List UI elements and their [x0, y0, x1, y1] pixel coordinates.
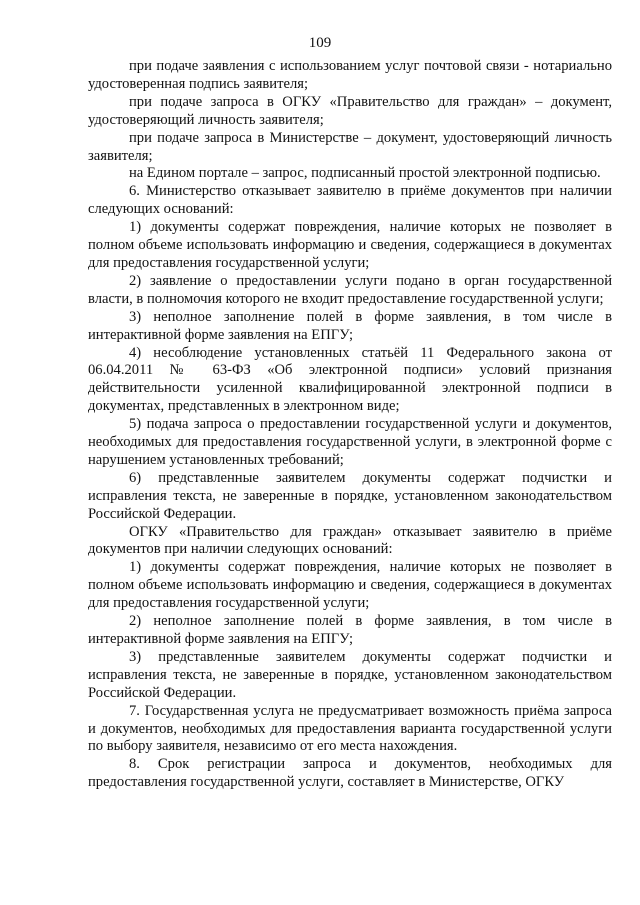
paragraph-ministry-ground-3: 3) неполное заполнение полей в форме заявления, в том числе в интерактивной форме заявления на ЕПГУ;	[88, 308, 612, 343]
document-body	[88, 58, 612, 792]
paragraph-ogku-ground-2: 2) неполное заполнение полей в форме заявления, в том числе в интерактивной форме заявления на ЕПГУ;	[88, 613, 612, 647]
paragraph-ministry-ground-2: 2) заявление о предоставлении услуги подано в орган государственной власти, в полномочия которого не входит предоставление государственной услуги;	[88, 272, 612, 307]
paragraph-ministry-identity: при подаче запроса в Министерстве – документ, удостоверяющий личность заявителя;	[88, 129, 612, 164]
paragraph-section-7: 7. Государственная услуга не предусматривает возможность приёма запроса и документов, необходимых для предоставления варианта государственной услуги по выбору заявителя, независимо от его места нахождения.	[88, 702, 612, 755]
paragraph-ministry-ground-6: 6) представленные заявителем документы содержат подчистки и исправления текста, не заверенные в порядке, установленном законодательством Российской Федерации.	[88, 469, 612, 522]
page-number: 109	[308, 35, 332, 51]
paragraph-ministry-ground-5: 5) подача запроса о предоставлении государственной услуги и документов, необходимых для предоставления государственной услуги, в электронной форме с нарушением установленных требований;	[88, 416, 612, 468]
paragraph-ogku-ground-1: 1) документы содержат повреждения, наличие которых не позволяет в полном объеме использовать информацию и сведения, содержащиеся в документах для предоставления государственной услуги;	[88, 559, 612, 612]
paragraph-postal-signature: при подаче заявления с использованием услуг почтовой связи - нотариально удостоверенная подпись заявителя;	[88, 58, 612, 92]
paragraph-portal-signature: на Едином портале – запрос, подписанный простой электронной подписью.	[129, 165, 601, 182]
paragraph-ogku-ground-3: 3) представленные заявителем документы содержат подчистки и исправления текста, не заверенные в порядке, установленном законодательством Российской Федерации.	[88, 648, 612, 701]
paragraph-section-8: 8. Срок регистрации запроса и документов, необходимых для предоставления государственной услуги, составляет в Министерстве, ОГКУ	[88, 756, 612, 791]
paragraph-ministry-ground-1: 1) документы содержат повреждения, наличие которых не позволяет в полном объеме использовать информацию и сведения, содержащиеся в документах для предоставления государственной услуги;	[88, 219, 612, 271]
paragraph-section-6: 6. Министерство отказывает заявителю в приёме документов при наличии следующих оснований:	[88, 183, 612, 218]
paragraph-ogku-identity: при подаче запроса в ОГКУ «Правительство для граждан» – документ, удостоверяющий личность заявителя;	[88, 93, 612, 128]
paragraph-ministry-ground-4: 4) несоблюдение установленных статьёй 11 Федерального закона от 06.04.2011 № 63-ФЗ «Об электронной подписи» условий признания действительности усиленной квалифицированной электронной подписи в документах, представленных в электронном виде;	[88, 344, 612, 415]
paragraph-ogku-refusal: ОГКУ «Правительство для граждан» отказывает заявителю в приёме документов при наличии следующих оснований:	[88, 523, 612, 558]
